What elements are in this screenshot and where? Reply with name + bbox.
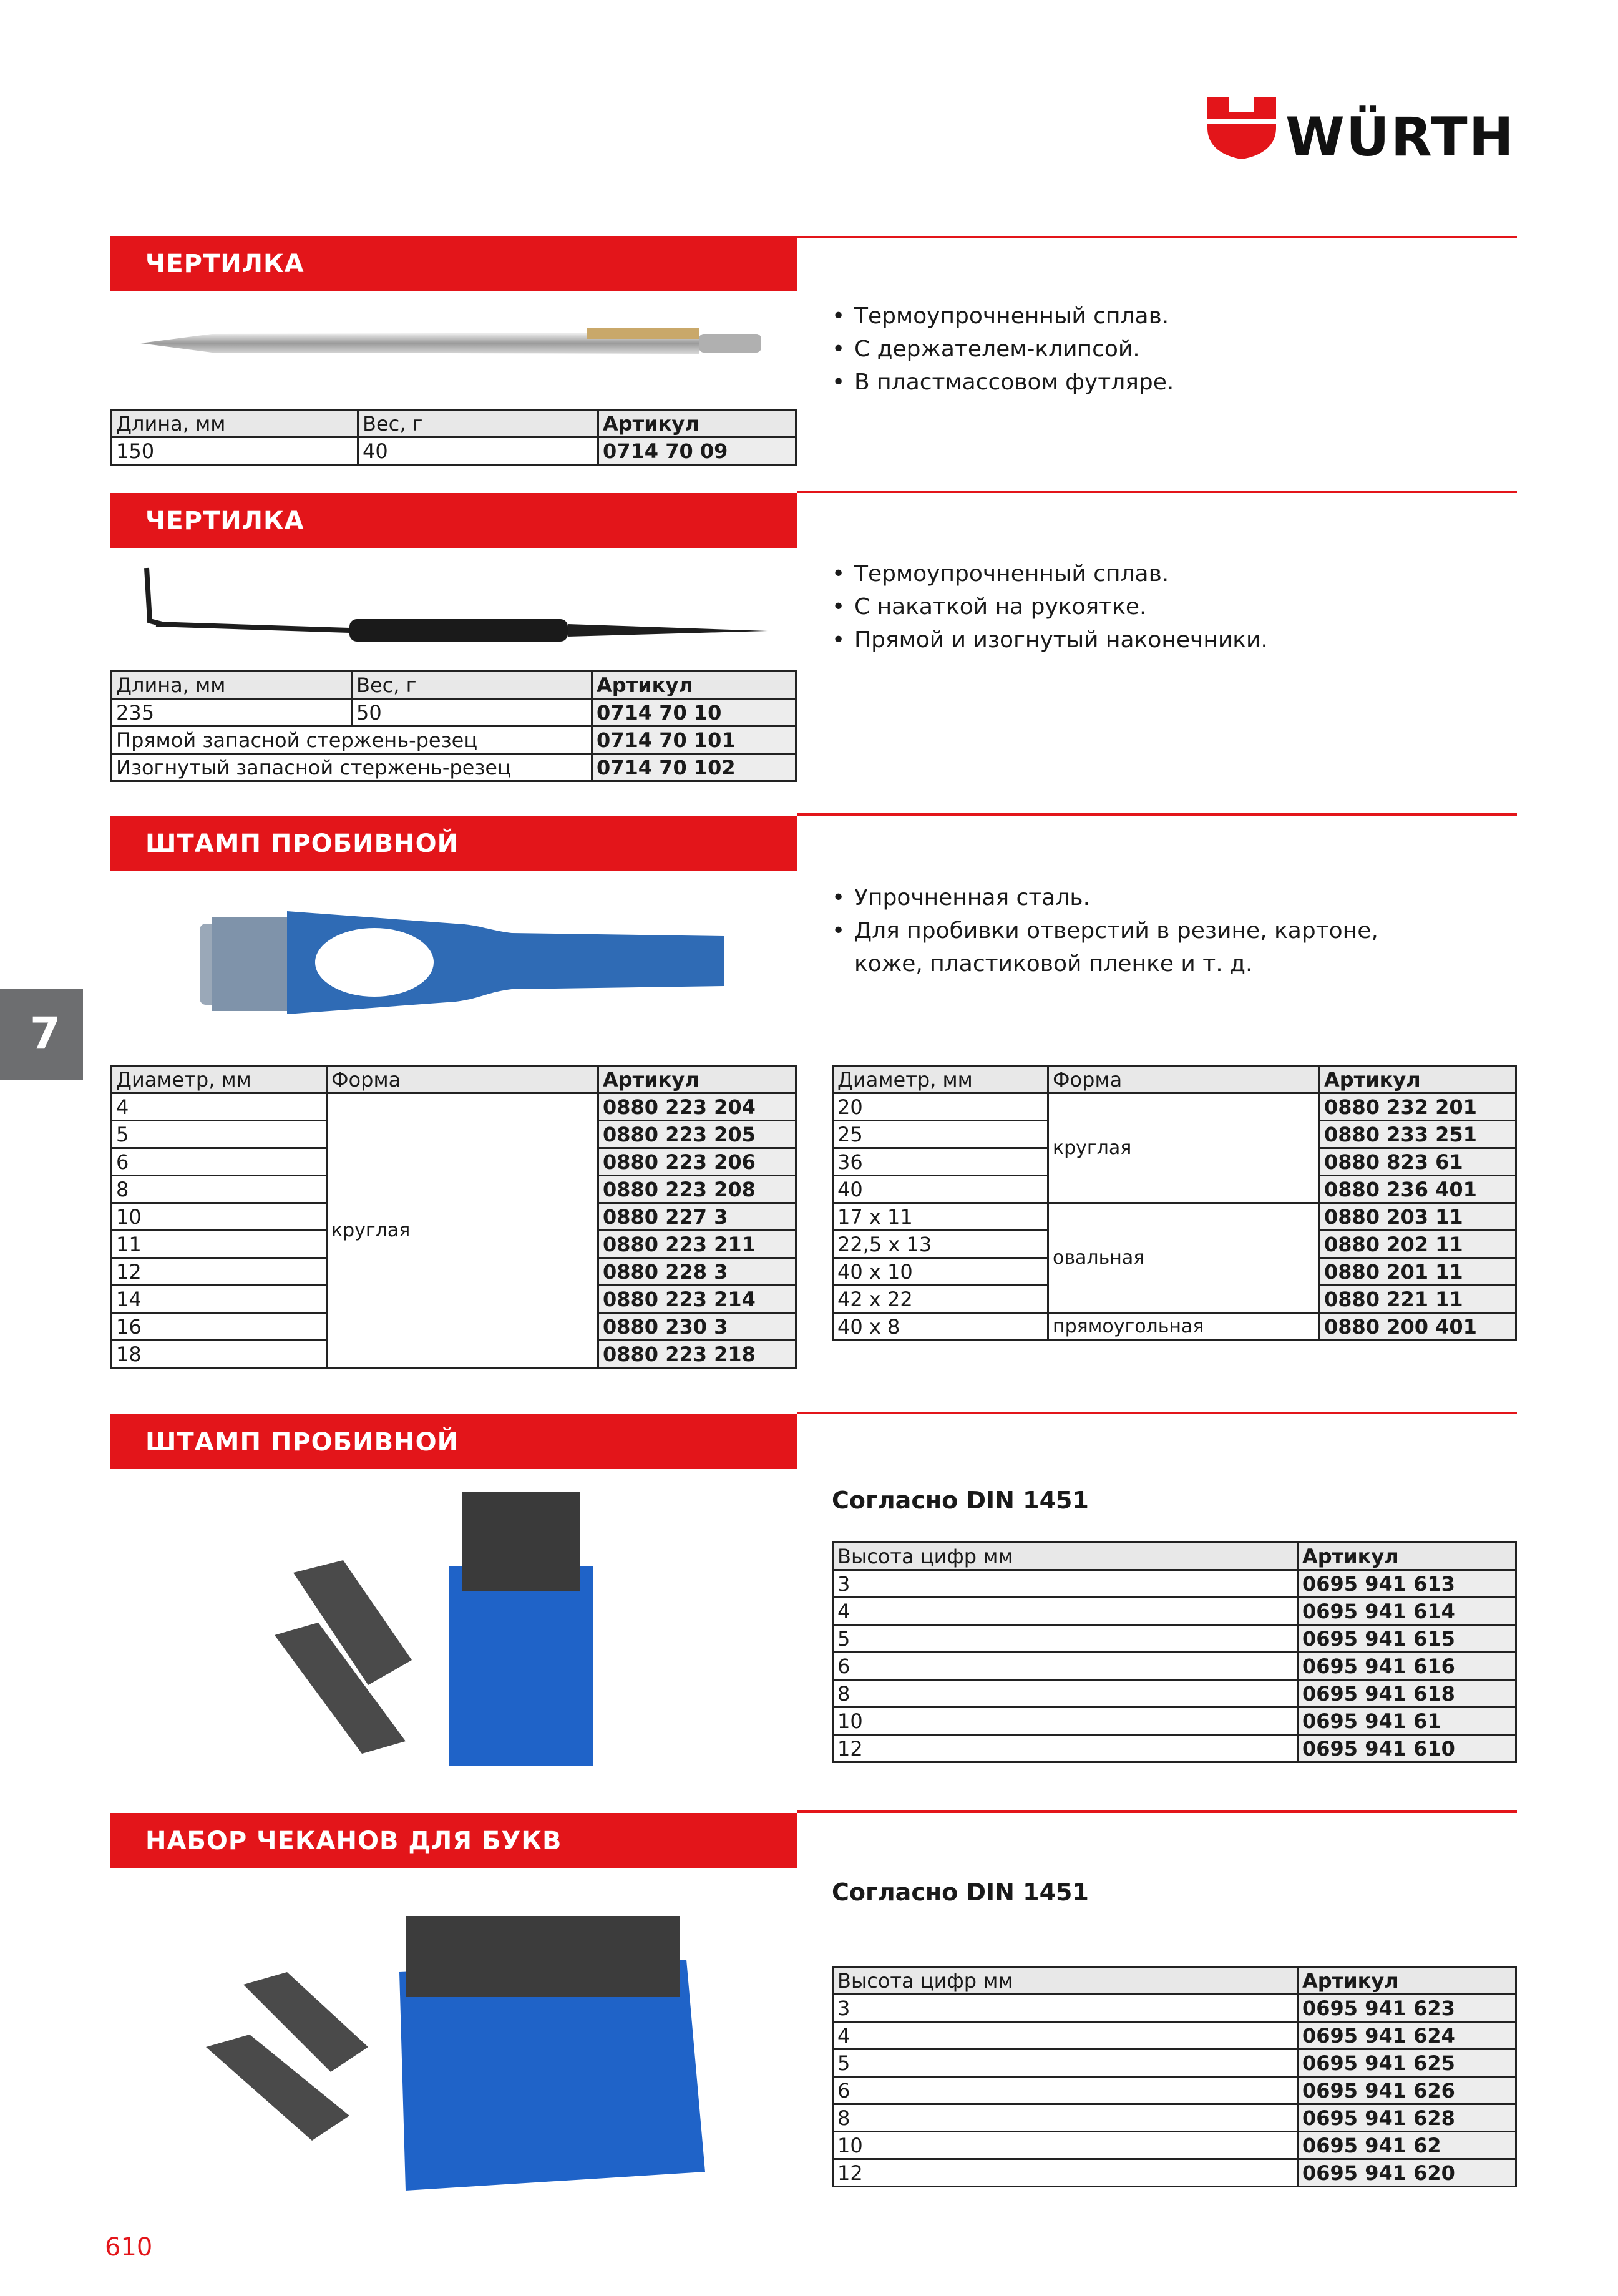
cell: 18	[112, 1341, 327, 1368]
table-row	[833, 1995, 1516, 2022]
chapter-tab	[0, 989, 83, 1080]
table-row	[833, 1313, 1516, 1341]
double-scriber-image	[137, 562, 774, 649]
article-number: 0880 233 251	[1320, 1121, 1516, 1148]
article-number: 0880 201 11	[1320, 1258, 1516, 1286]
col-header: Артикул	[598, 1066, 796, 1093]
cell: 8	[833, 1680, 1298, 1707]
table-row	[833, 2132, 1516, 2159]
article-number: 0880 223 208	[598, 1176, 796, 1203]
article-number: 0880 223 206	[598, 1148, 796, 1176]
cell: 17 x 11	[833, 1203, 1048, 1231]
brand-name: WÜRTH	[1285, 106, 1515, 169]
article-number: 0695 941 625	[1298, 2049, 1516, 2077]
table-row	[112, 699, 796, 726]
spec-table	[832, 1541, 1517, 1763]
spec-table	[110, 670, 797, 782]
table-row	[833, 2104, 1516, 2132]
article-number: 0880 227 3	[598, 1203, 796, 1231]
article-number: 0695 941 615	[1298, 1625, 1516, 1653]
cell: 8	[833, 2104, 1298, 2132]
cell: 3	[833, 1570, 1298, 1598]
cell: Изогнутый запасной стержень-резец	[112, 754, 592, 781]
cell: 4	[833, 1598, 1298, 1625]
cell: 10	[833, 2132, 1298, 2159]
article-number: 0714 70 102	[592, 754, 796, 781]
cell: 11	[112, 1231, 327, 1258]
standard-label: Согласно DIN 1451	[832, 1487, 1089, 1514]
article-number: 0880 202 11	[1320, 1231, 1516, 1258]
article-number: 0714 70 101	[592, 726, 796, 754]
article-number: 0695 941 618	[1298, 1680, 1516, 1707]
spec-table	[832, 1966, 1517, 2187]
cell: 25	[833, 1121, 1048, 1148]
section-title: ЧЕРТИЛКА	[145, 250, 305, 278]
cell: 5	[833, 1625, 1298, 1653]
feature-item: • Для пробивки отверстий в резине, картоне, коже, пластиковой пленке и т. д.	[832, 914, 1416, 980]
feature-list	[832, 881, 1416, 980]
cell: 150	[112, 437, 358, 465]
table-row	[833, 1707, 1516, 1735]
cell: 6	[112, 1148, 327, 1176]
article-number: 0880 230 3	[598, 1313, 796, 1341]
cell: 6	[833, 2077, 1298, 2104]
cell: 3	[833, 1995, 1298, 2022]
col-header: Форма	[327, 1066, 598, 1093]
table-row	[112, 437, 796, 465]
cell: Прямой запасной стержень-резец	[112, 726, 592, 754]
feature-item: • Термоупрочненный сплав.	[832, 300, 1174, 333]
section-divider	[797, 1412, 1517, 1414]
cell: 5	[112, 1121, 327, 1148]
col-header: Длина, мм	[112, 672, 352, 699]
col-header: Высота цифр мм	[833, 1543, 1298, 1570]
cell: 36	[833, 1148, 1048, 1176]
article-number: 0695 941 624	[1298, 2022, 1516, 2049]
table-row	[833, 2159, 1516, 2187]
article-number: 0880 221 11	[1320, 1286, 1516, 1313]
wurth-logo-mark	[1204, 94, 1279, 162]
article-number: 0695 941 628	[1298, 2104, 1516, 2132]
article-number: 0880 236 401	[1320, 1176, 1516, 1203]
article-number: 0880 823 61	[1320, 1148, 1516, 1176]
cell: 8	[112, 1176, 327, 1203]
section-header	[110, 1813, 797, 1868]
cell: 4	[833, 2022, 1298, 2049]
cell: 20	[833, 1093, 1048, 1121]
scriber-image	[137, 315, 774, 371]
cell: 22,5 x 13	[833, 1231, 1048, 1258]
section-title: ШТАМП ПРОБИВНОЙ	[145, 829, 459, 858]
col-header: Диаметр, мм	[833, 1066, 1048, 1093]
cell: 5	[833, 2049, 1298, 2077]
cell: 14	[112, 1286, 327, 1313]
cell: 12	[112, 1258, 327, 1286]
table-row	[112, 754, 796, 781]
cell: 50	[352, 699, 592, 726]
article-number: 0695 941 613	[1298, 1570, 1516, 1598]
table-row	[833, 1093, 1516, 1121]
feature-item: • С накаткой на рукоятке.	[832, 590, 1268, 623]
article-number: 0695 941 620	[1298, 2159, 1516, 2187]
article-number: 0880 223 205	[598, 1121, 796, 1148]
section-divider	[797, 1810, 1517, 1813]
article-number: 0695 941 616	[1298, 1653, 1516, 1680]
shape-cell: овальная	[1048, 1203, 1320, 1313]
article-number: 0695 941 626	[1298, 2077, 1516, 2104]
feature-list	[832, 300, 1174, 399]
shape-cell: прямоугольная	[1048, 1313, 1320, 1341]
article-number: 0695 941 62	[1298, 2132, 1516, 2159]
cell: 40	[358, 437, 598, 465]
feature-item: • В пластмассовом футляре.	[832, 366, 1174, 399]
feature-list	[832, 557, 1268, 657]
section-divider	[797, 813, 1517, 816]
col-header: Длина, мм	[112, 410, 358, 437]
col-header: Форма	[1048, 1066, 1320, 1093]
shape-cell: круглая	[327, 1093, 598, 1368]
table-row	[833, 2077, 1516, 2104]
letter-punch-set-image	[187, 1885, 724, 2209]
cell: 4	[112, 1093, 327, 1121]
feature-item: • С держателем-клипсой.	[832, 333, 1174, 366]
col-header: Диаметр, мм	[112, 1066, 327, 1093]
article-number: 0695 941 61	[1298, 1707, 1516, 1735]
section-header	[110, 816, 797, 871]
table-row	[833, 1680, 1516, 1707]
article-number: 0714 70 10	[592, 699, 796, 726]
table-row	[112, 726, 796, 754]
spec-table	[110, 409, 797, 466]
col-header: Вес, г	[352, 672, 592, 699]
section-header	[110, 1414, 797, 1469]
section-divider	[797, 491, 1517, 493]
col-header: Высота цифр мм	[833, 1967, 1298, 1995]
section-title: НАБОР ЧЕКАНОВ ДЛЯ БУКВ	[145, 1827, 562, 1855]
feature-item: • Термоупрочненный сплав.	[832, 557, 1268, 590]
article-number: 0695 941 610	[1298, 1735, 1516, 1762]
table-row	[833, 1598, 1516, 1625]
wurth-logo	[1204, 94, 1516, 169]
section-title: ШТАМП ПРОБИВНОЙ	[145, 1428, 459, 1457]
col-header: Вес, г	[358, 410, 598, 437]
article-number: 0880 232 201	[1320, 1093, 1516, 1121]
cell: 12	[833, 1735, 1298, 1762]
article-number: 0880 223 211	[598, 1231, 796, 1258]
article-number: 0714 70 09	[598, 437, 796, 465]
article-number: 0880 223 214	[598, 1286, 796, 1313]
table-row	[833, 1570, 1516, 1598]
article-number: 0880 203 11	[1320, 1203, 1516, 1231]
hole-punch-image	[187, 886, 736, 1036]
chapter-number: 7	[30, 1008, 61, 1059]
standard-label: Согласно DIN 1451	[832, 1878, 1089, 1906]
table-row	[833, 1653, 1516, 1680]
cell: 16	[112, 1313, 327, 1341]
cell: 40 x 10	[833, 1258, 1048, 1286]
digit-punch-set-image	[250, 1485, 624, 1772]
cell: 12	[833, 2159, 1298, 2187]
feature-item: • Упрочненная сталь.	[832, 881, 1416, 914]
col-header: Артикул	[1298, 1543, 1516, 1570]
table-row	[833, 1735, 1516, 1762]
punch-table-right	[832, 1065, 1517, 1341]
table-row	[833, 2049, 1516, 2077]
section-divider	[797, 236, 1517, 238]
cell: 40 x 8	[833, 1313, 1048, 1341]
cell: 10	[833, 1707, 1298, 1735]
table-row	[112, 1093, 796, 1121]
col-header: Артикул	[592, 672, 796, 699]
col-header: Артикул	[1298, 1967, 1516, 1995]
article-number: 0880 223 204	[598, 1093, 796, 1121]
article-number: 0880 228 3	[598, 1258, 796, 1286]
article-number: 0880 200 401	[1320, 1313, 1516, 1341]
col-header: Артикул	[598, 410, 796, 437]
section-header	[110, 236, 797, 291]
table-row	[833, 2022, 1516, 2049]
cell: 42 x 22	[833, 1286, 1048, 1313]
punch-table-left	[110, 1065, 797, 1369]
article-number: 0695 941 614	[1298, 1598, 1516, 1625]
page-number: 610	[105, 2233, 153, 2262]
col-header: Артикул	[1320, 1066, 1516, 1093]
table-row	[833, 1625, 1516, 1653]
section-title: ЧЕРТИЛКА	[145, 507, 305, 535]
section-header	[110, 493, 797, 548]
article-number: 0695 941 623	[1298, 1995, 1516, 2022]
cell: 6	[833, 1653, 1298, 1680]
table-row	[833, 1203, 1516, 1231]
feature-item: • Прямой и изогнутый наконечники.	[832, 623, 1268, 657]
article-number: 0880 223 218	[598, 1341, 796, 1368]
cell: 40	[833, 1176, 1048, 1203]
cell: 10	[112, 1203, 327, 1231]
cell: 235	[112, 699, 352, 726]
shape-cell: круглая	[1048, 1093, 1320, 1203]
